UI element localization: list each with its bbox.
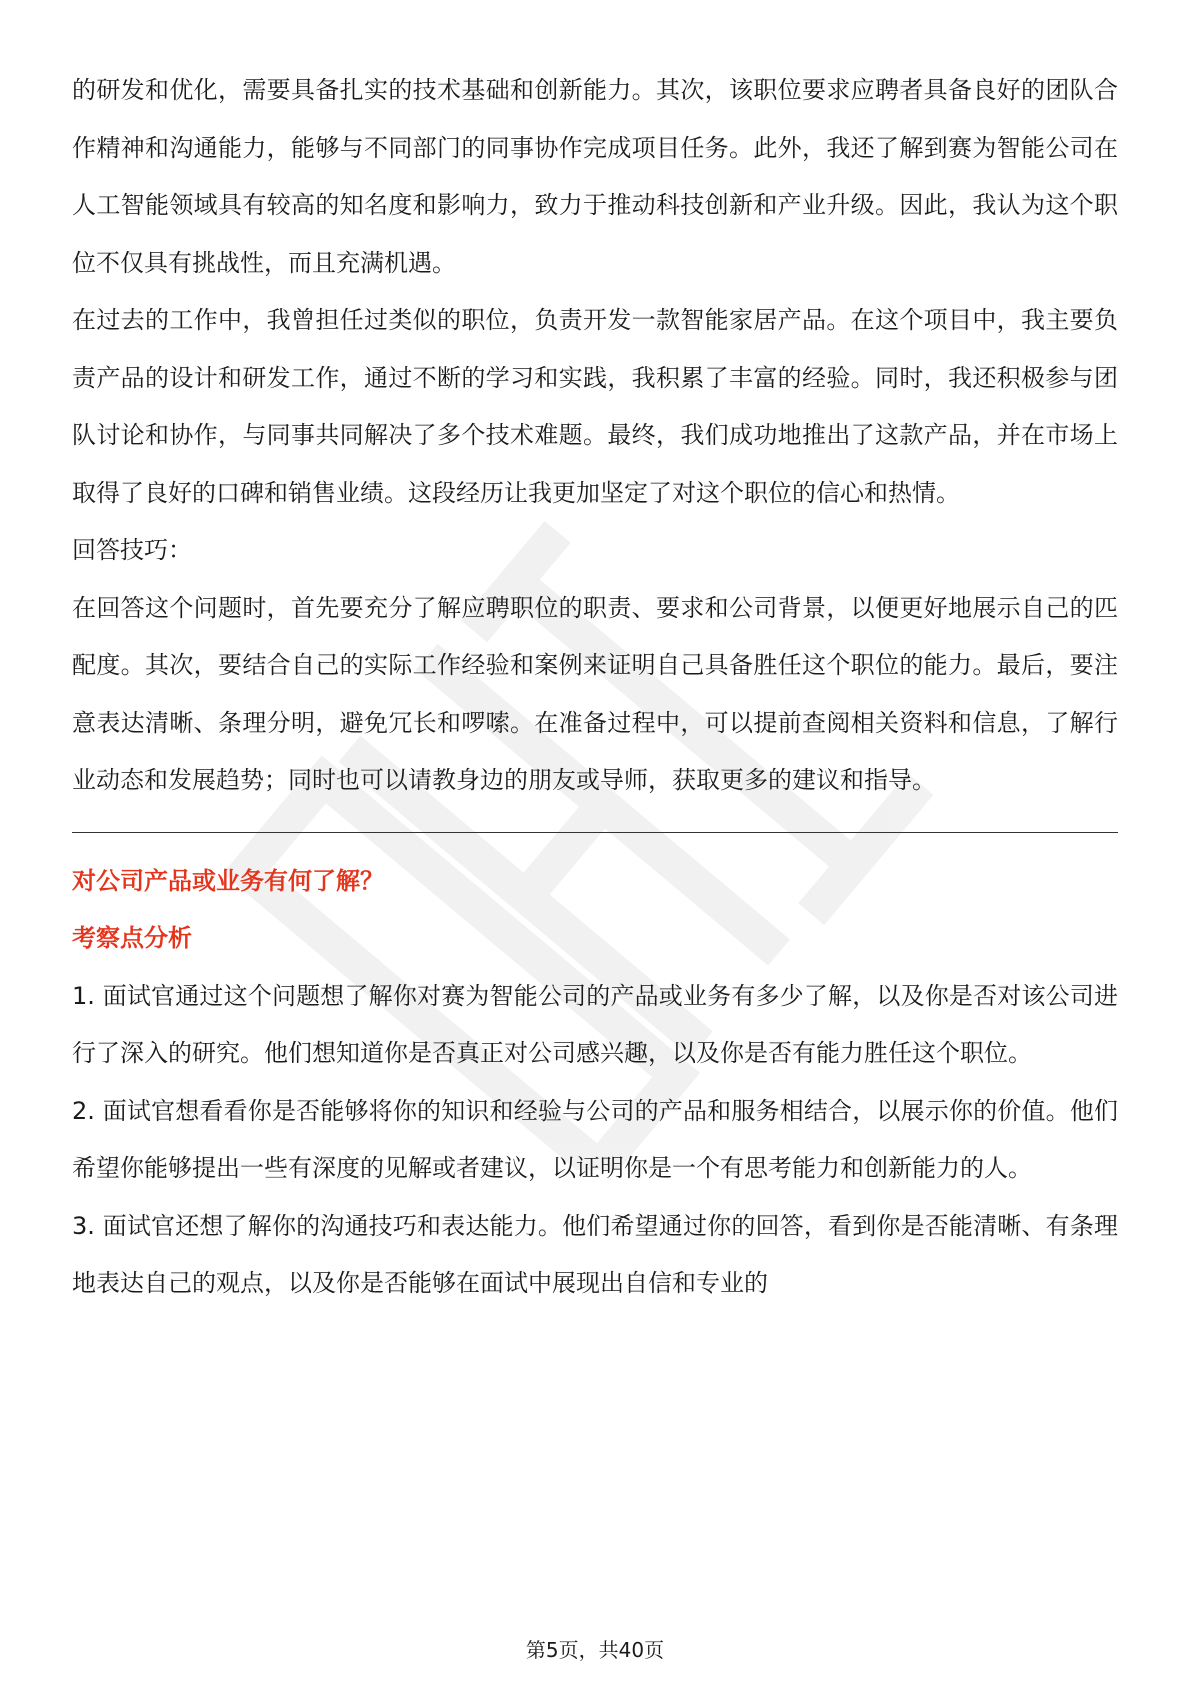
main-content — [72, 62, 1118, 1313]
analysis-heading: 考察点分析 — [72, 924, 192, 952]
analysis-point-2: 2. 面试官想看看你是否能够将你的知识和经验与公司的产品和服务相结合，以展示你的价值。他们希望你能够提出一些有深度的见解或者建议，以证明你是一个有思考能力和创新能力的人。 — [72, 1096, 1118, 1182]
page-number: 第5页，共40页 — [525, 1638, 665, 1662]
experience-paragraph: 在过去的工作中，我曾担任过类似的职位，负责开发一款智能家居产品。在这个项目中，我主要负责产品的设计和研发工作，通过不断的学习和实践，我积累了丰富的经验。同时，我还积极参与团队讨论和协作，与同事共同解决了多个技术难题。最终，我们成功地推出了这款产品，并在市场上取得了良好的口碑和销售业绩。这段经历让我更加坚定了对这个职位的信心和热情。 — [72, 306, 1118, 507]
tips-paragraph: 在回答这个问题时，首先要充分了解应聘职位的职责、要求和公司背景，以便更好地展示自己的匹配度。其次，要结合自己的实际工作经验和案例来证明自己具备胜任这个职位的能力。最后，要注意表达清晰、条理分明，避免冗长和啰嗦。在准备过程中，可以提前查阅相关资料和信息，了解行业动态和发展趋势；同时也可以请教身边的朋友或导师，获取更多的建议和指导。 — [72, 593, 1118, 794]
analysis-point-1: 1. 面试官通过这个问题想了解你对赛为智能公司的产品或业务有多少了解，以及你是否对该公司进行了深入的研究。他们想知道你是否真正对公司感兴趣，以及你是否有能力胜任这个职位。 — [72, 981, 1118, 1067]
question-title: 对公司产品或业务有何了解？ — [72, 866, 384, 895]
section-divider — [72, 832, 1118, 833]
intro-paragraph: 的研发和优化，需要具备扎实的技术基础和创新能力。其次，该职位要求应聘者具备良好的团队合作精神和沟通能力，能够与不同部门的同事协作完成项目任务。此外，我还了解到赛为智能公司在人工智能领域具有较高的知名度和影响力，致力于推动科技创新和产业升级。因此，我认为这个职位不仅具有挑战性，而且充满机遇。 — [72, 76, 1118, 277]
analysis-point-3: 3. 面试官还想了解你的沟通技巧和表达能力。他们希望通过你的回答，看到你是否能清晰、有条理地表达自己的观点，以及你是否能够在面试中展现出自信和专业的 — [72, 1211, 1118, 1297]
tips-label: 回答技巧： — [72, 536, 192, 564]
